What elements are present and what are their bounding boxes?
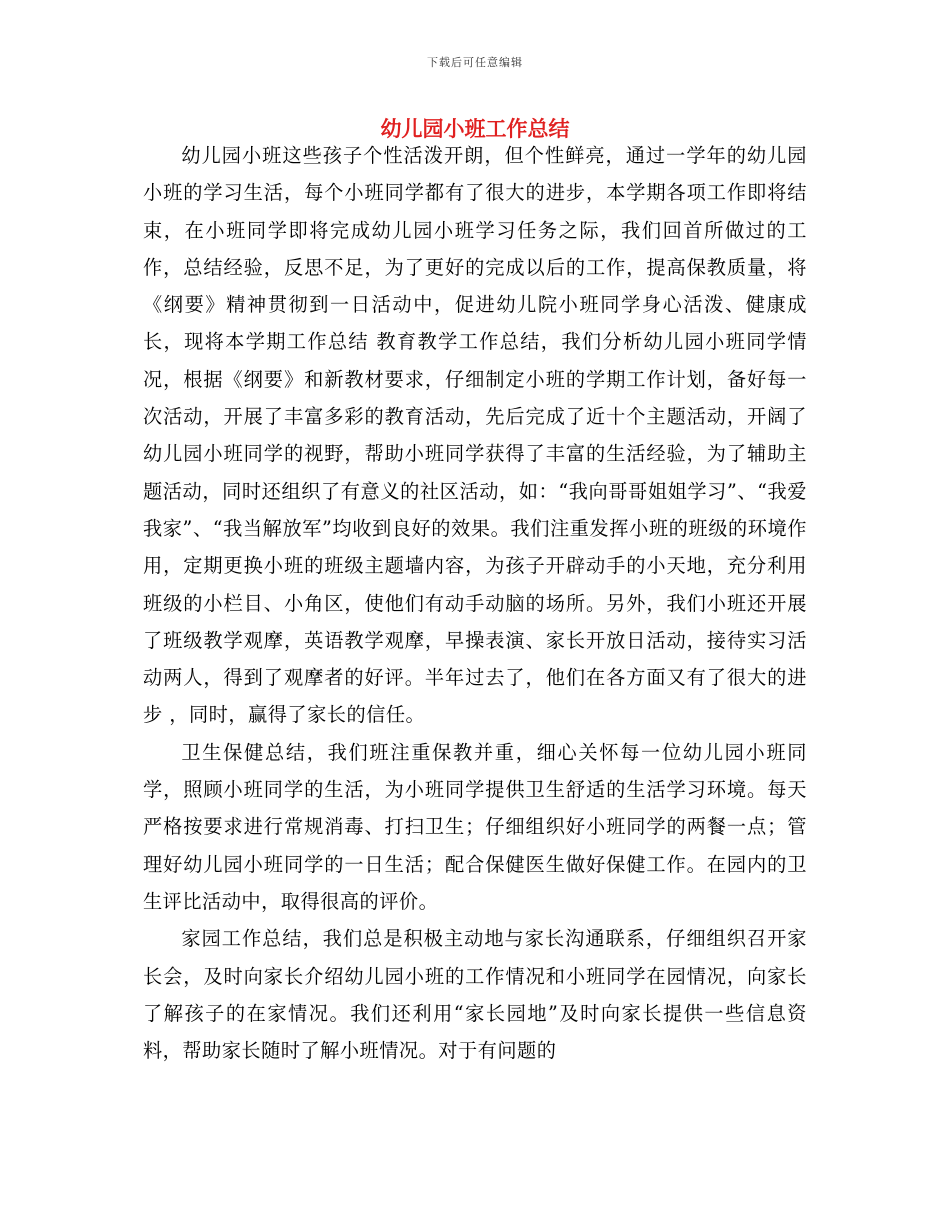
paragraph-education: 幼儿园小班这些孩子个性活泼开朗，但个性鲜亮，通过一学年的幼儿园小班的学习生活，每个小班同学都有了很大的进步，本学期各项工作即将结束，在小班同学即将完成幼儿园小班学习任务之际，我们回首所做过的工作，总结经验，反思不足，为了更好的完成以后的工作，提高保教质量，将《纲要》精神贯彻到一日活动中，促进幼儿院小班同学身心活泼、健康成长，现将本学期工作总结 教育教学工作总结，我们分析幼儿园小班同学情况，根据《纲要》和新教材要求，仔细制定小班的学期工作计划，备好每一次活动，开展了丰富多彩的教育活动，先后完成了近十个主题活动，开阔了幼儿园小班同学的视野，帮助小班同学获得了丰富的生活经验，为了辅助主题活动，同时还组织了有意义的社区活动，如：“我向哥哥姐姐学习”、“我爱我家”、“我当解放军”均收到良好的效果。我们注重发挥小班的班级的环境作用，定期更换小班的班级主题墙内容，为孩子开辟动手的小天地，充分利用班级的小栏目、小角区，使他们有动手动脑的场所。另外，我们小班还开展了班级教学观摩，英语教学观摩，早操表演、家长开放日活动，接待实习活动两人，得到了观摩者的好评。半年过去了，他们在各方面又有了很大的进步 ，同时，赢得了家长的信任。 — [143, 144, 807, 727]
paragraph-health: 卫生保健总结，我们班注重保教并重，细心关怀每一位幼儿园小班同学，照顾小班同学的生活，为小班同学提供卫生舒适的生活学习环境。每天严格按要求进行常规消毒、打扫卫生；仔细组织好小班同学的两餐一点；管理好幼儿园小班同学的一日生活；配合保健医生做好保健工作。在园内的卫生评比活动中，取得很高的评价。 — [143, 740, 807, 913]
document-body — [143, 137, 807, 1069]
paragraph-home-school: 家园工作总结，我们总是积极主动地与家长沟通联系，仔细组织召开家长会，及时向家长介绍幼儿园小班的工作情况和小班同学在园情况，向家长了解孩子的在家情况。我们还利用“家长园地”及时向家长提供一些信息资料，帮助家长随时了解小班情况。对于有问题的 — [143, 927, 807, 1063]
header-note: 下载后可任意编辑 — [427, 56, 523, 69]
document-title: 幼儿园小班工作总结 — [380, 117, 570, 141]
